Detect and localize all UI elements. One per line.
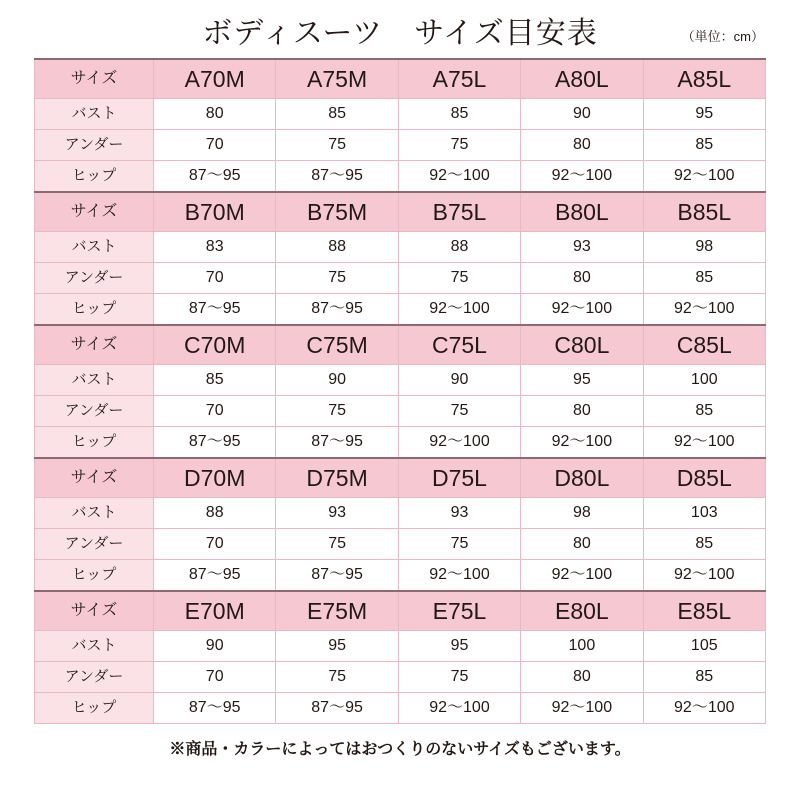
bust-cell: 88	[398, 232, 520, 263]
row-label-hip: ヒップ	[35, 693, 154, 724]
size-cell: D70M	[154, 458, 276, 498]
under-cell: 85	[643, 396, 765, 427]
table-row	[35, 99, 766, 130]
under-cell: 75	[398, 662, 520, 693]
row-label-size: サイズ	[35, 59, 154, 99]
size-cell: E80L	[521, 591, 643, 631]
row-label-under: アンダー	[35, 130, 154, 161]
footnote: ※商品・カラーによってはおつくりのないサイズもございます。	[169, 741, 631, 758]
table-row	[35, 130, 766, 161]
size-cell: D75M	[276, 458, 398, 498]
row-label-size: サイズ	[35, 192, 154, 232]
row-label-hip: ヒップ	[35, 560, 154, 592]
under-cell: 70	[154, 263, 276, 294]
hip-cell: 87〜95	[276, 161, 398, 193]
size-table	[34, 58, 766, 724]
size-cell: B80L	[521, 192, 643, 232]
table-row	[35, 631, 766, 662]
size-cell: D75L	[398, 458, 520, 498]
row-label-size: サイズ	[35, 325, 154, 365]
table-row	[35, 294, 766, 326]
table-row	[35, 59, 766, 99]
size-cell: E70M	[154, 591, 276, 631]
bust-cell: 98	[521, 498, 643, 529]
hip-cell: 92〜100	[643, 560, 765, 592]
row-label-bust: バスト	[35, 498, 154, 529]
table-row	[35, 693, 766, 724]
row-label-bust: バスト	[35, 631, 154, 662]
under-cell: 70	[154, 662, 276, 693]
row-label-hip: ヒップ	[35, 427, 154, 459]
table-row	[35, 161, 766, 193]
bust-cell: 93	[398, 498, 520, 529]
bust-cell: 98	[643, 232, 765, 263]
under-cell: 75	[398, 529, 520, 560]
hip-cell: 92〜100	[398, 161, 520, 193]
under-cell: 75	[276, 396, 398, 427]
unit-note: （単位：cm）	[681, 29, 764, 44]
hip-cell: 92〜100	[398, 693, 520, 724]
bust-cell: 85	[276, 99, 398, 130]
table-row	[35, 662, 766, 693]
hip-cell: 92〜100	[521, 693, 643, 724]
bust-cell: 95	[276, 631, 398, 662]
hip-cell: 87〜95	[154, 693, 276, 724]
row-label-bust: バスト	[35, 232, 154, 263]
size-cell: A75M	[276, 59, 398, 99]
size-cell: E75M	[276, 591, 398, 631]
hip-cell: 92〜100	[643, 161, 765, 193]
under-cell: 85	[643, 529, 765, 560]
hip-cell: 92〜100	[398, 427, 520, 459]
under-cell: 75	[276, 130, 398, 161]
bust-cell: 80	[154, 99, 276, 130]
table-row	[35, 365, 766, 396]
row-label-under: アンダー	[35, 263, 154, 294]
bust-cell: 90	[398, 365, 520, 396]
size-cell: A70M	[154, 59, 276, 99]
bust-cell: 100	[643, 365, 765, 396]
table-row	[35, 232, 766, 263]
hip-cell: 92〜100	[521, 427, 643, 459]
bust-cell: 90	[154, 631, 276, 662]
under-cell: 75	[276, 529, 398, 560]
under-cell: 85	[643, 263, 765, 294]
size-cell: E85L	[643, 591, 765, 631]
under-cell: 70	[154, 130, 276, 161]
header	[0, 0, 800, 56]
bust-cell: 95	[521, 365, 643, 396]
hip-cell: 92〜100	[521, 294, 643, 326]
bust-cell: 95	[398, 631, 520, 662]
size-cell: A75L	[398, 59, 520, 99]
hip-cell: 87〜95	[154, 294, 276, 326]
hip-cell: 92〜100	[521, 161, 643, 193]
under-cell: 80	[521, 263, 643, 294]
size-cell: D80L	[521, 458, 643, 498]
table-row	[35, 560, 766, 592]
bust-cell: 90	[276, 365, 398, 396]
row-label-hip: ヒップ	[35, 161, 154, 193]
under-cell: 75	[276, 263, 398, 294]
hip-cell: 92〜100	[521, 560, 643, 592]
size-cell: B75L	[398, 192, 520, 232]
bust-cell: 88	[154, 498, 276, 529]
table-row	[35, 325, 766, 365]
hip-cell: 92〜100	[643, 294, 765, 326]
row-label-size: サイズ	[35, 458, 154, 498]
table-row	[35, 396, 766, 427]
row-label-hip: ヒップ	[35, 294, 154, 326]
row-label-bust: バスト	[35, 365, 154, 396]
under-cell: 85	[643, 130, 765, 161]
table-row	[35, 591, 766, 631]
bust-cell: 93	[276, 498, 398, 529]
bust-cell: 93	[521, 232, 643, 263]
under-cell: 80	[521, 529, 643, 560]
hip-cell: 87〜95	[276, 693, 398, 724]
under-cell: 75	[398, 396, 520, 427]
table-row	[35, 458, 766, 498]
under-cell: 75	[276, 662, 398, 693]
row-label-under: アンダー	[35, 396, 154, 427]
table-row	[35, 427, 766, 459]
under-cell: 80	[521, 396, 643, 427]
bust-cell: 88	[276, 232, 398, 263]
under-cell: 80	[521, 662, 643, 693]
row-label-bust: バスト	[35, 99, 154, 130]
table-row	[35, 192, 766, 232]
bust-cell: 103	[643, 498, 765, 529]
size-cell: D85L	[643, 458, 765, 498]
bust-cell: 95	[643, 99, 765, 130]
under-cell: 75	[398, 130, 520, 161]
table-row	[35, 529, 766, 560]
under-cell: 75	[398, 263, 520, 294]
size-cell: C75M	[276, 325, 398, 365]
size-cell: C85L	[643, 325, 765, 365]
size-cell: E75L	[398, 591, 520, 631]
size-cell: B70M	[154, 192, 276, 232]
bust-cell: 83	[154, 232, 276, 263]
hip-cell: 92〜100	[398, 560, 520, 592]
hip-cell: 92〜100	[398, 294, 520, 326]
hip-cell: 87〜95	[276, 427, 398, 459]
bust-cell: 90	[521, 99, 643, 130]
hip-cell: 87〜95	[154, 427, 276, 459]
hip-cell: 87〜95	[276, 560, 398, 592]
table-row	[35, 498, 766, 529]
under-cell: 70	[154, 529, 276, 560]
size-table-body	[35, 59, 766, 724]
under-cell: 85	[643, 662, 765, 693]
size-cell: B75M	[276, 192, 398, 232]
hip-cell: 87〜95	[276, 294, 398, 326]
page-title: ボディスーツ サイズ目安表	[202, 17, 598, 50]
size-cell: C75L	[398, 325, 520, 365]
bust-cell: 85	[154, 365, 276, 396]
row-label-under: アンダー	[35, 529, 154, 560]
bust-cell: 85	[398, 99, 520, 130]
size-cell: C70M	[154, 325, 276, 365]
size-table-wrap	[0, 56, 800, 724]
size-cell: A80L	[521, 59, 643, 99]
hip-cell: 87〜95	[154, 560, 276, 592]
row-label-under: アンダー	[35, 662, 154, 693]
bust-cell: 105	[643, 631, 765, 662]
hip-cell: 87〜95	[154, 161, 276, 193]
size-cell: C80L	[521, 325, 643, 365]
size-cell: B85L	[643, 192, 765, 232]
under-cell: 80	[521, 130, 643, 161]
hip-cell: 92〜100	[643, 427, 765, 459]
row-label-size: サイズ	[35, 591, 154, 631]
hip-cell: 92〜100	[643, 693, 765, 724]
bust-cell: 100	[521, 631, 643, 662]
under-cell: 70	[154, 396, 276, 427]
table-row	[35, 263, 766, 294]
size-cell: A85L	[643, 59, 765, 99]
